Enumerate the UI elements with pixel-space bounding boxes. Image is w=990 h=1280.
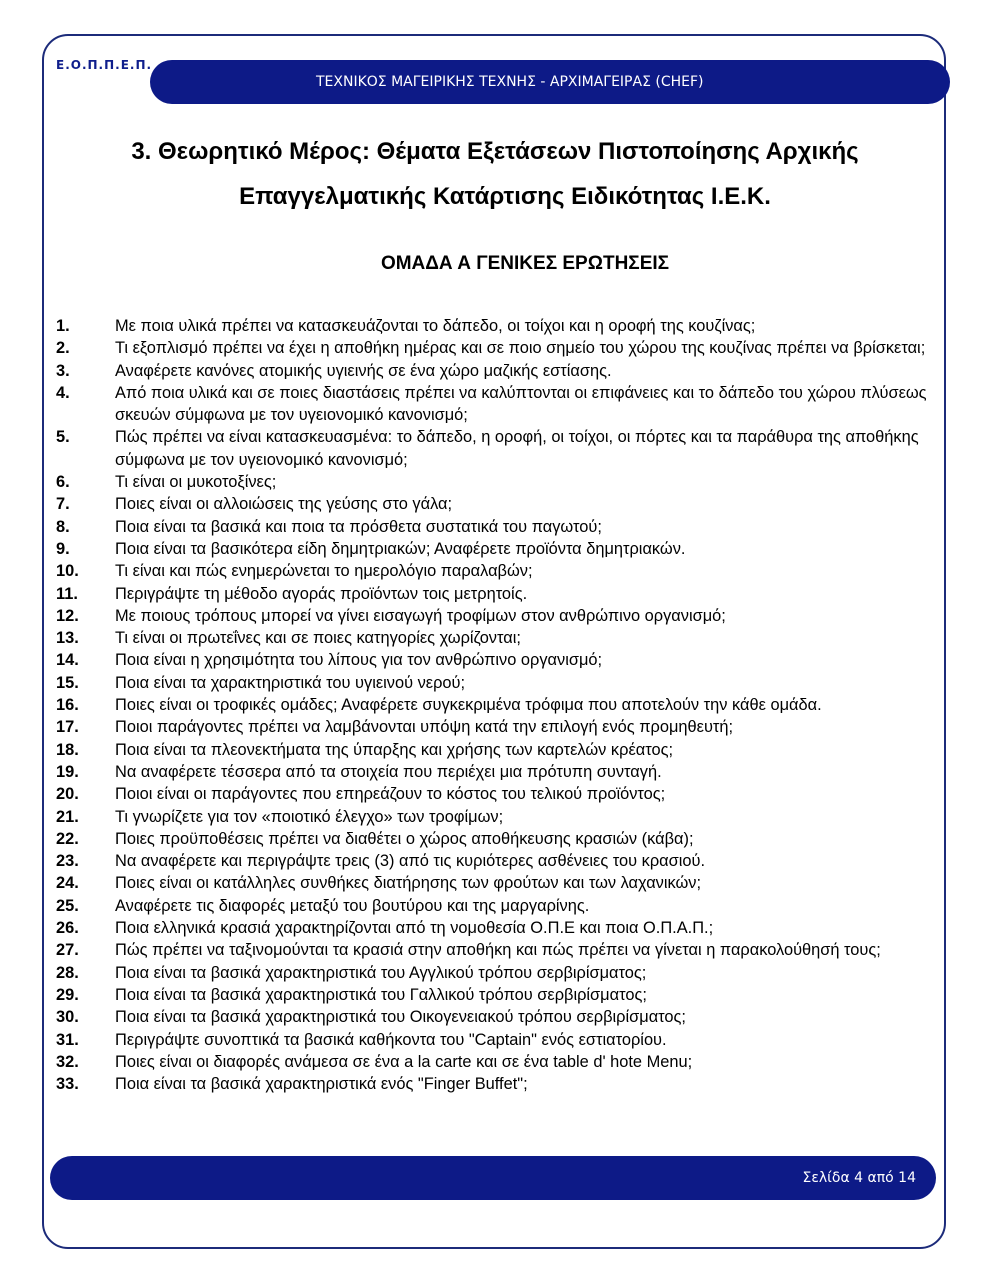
question-number: 24. [56, 874, 79, 893]
question-item [56, 605, 946, 627]
question-number: 17. [56, 718, 79, 737]
question-number: 5. [56, 428, 70, 447]
question-text: Τι είναι οι μυκοτοξίνες; [115, 473, 277, 492]
question-item [56, 872, 946, 894]
question-item [56, 761, 946, 783]
question-number: 19. [56, 762, 79, 781]
question-number: 11. [56, 584, 78, 603]
question-number: 28. [56, 963, 79, 982]
question-text: Ποιοι παράγοντες πρέπει να λαμβάνονται υπόψη κατά την επιλογή ενός προμηθευτή; [115, 718, 734, 737]
question-number: 32. [56, 1052, 79, 1071]
question-item [56, 337, 946, 359]
footer-bar [50, 1156, 936, 1200]
question-item [56, 426, 946, 471]
question-item [56, 583, 946, 605]
question-text: Να αναφέρετε τέσσερα από τα στοιχεία που περιέχει μια πρότυπη συνταγή. [115, 762, 662, 781]
question-text: Αναφέρετε κανόνες ατομικής υγιεινής σε ένα χώρο μαζικής εστίασης. [115, 361, 612, 380]
question-number: 8. [56, 517, 70, 536]
question-item [56, 850, 946, 872]
question-item [56, 694, 946, 716]
question-item [56, 560, 946, 582]
question-item [56, 493, 946, 515]
question-text: Ποια είναι τα πλεονεκτήματα της ύπαρξης και χρήσης των καρτελών κρέατος; [115, 740, 674, 759]
question-text: Περιγράψτε τη μέθοδο αγοράς προϊόντων τοις μετρητοίς. [115, 584, 528, 603]
question-number: 21. [56, 807, 79, 826]
question-text: Ποια ελληνικά κρασιά χαρακτηρίζονται από τη νομοθεσία Ο.Π.Ε και ποια Ο.Π.Α.Π.; [115, 919, 714, 938]
question-number: 20. [56, 785, 79, 804]
question-text: Ποιες είναι οι τροφικές ομάδες; Αναφέρετε συγκεκριμένα τρόφιμα που αποτελούν την κάθε ομάδα. [115, 696, 822, 715]
question-item [56, 538, 946, 560]
question-text: Να αναφέρετε και περιγράψτε τρεις (3) από τις κυριότερες ασθένειες του κρασιού. [115, 852, 706, 871]
question-number: 3. [56, 361, 70, 380]
question-text: Ποιοι είναι οι παράγοντες που επηρεάζουν το κόστος του τελικού προϊόντος; [115, 785, 666, 804]
question-text: Ποια είναι τα βασικά χαρακτηριστικά του Οικογενειακού τρόπου σερβιρίσματος; [115, 1008, 686, 1027]
question-number: 31. [56, 1030, 79, 1049]
question-item [56, 516, 946, 538]
question-item [56, 360, 946, 382]
question-number: 9. [56, 539, 70, 558]
question-number: 33. [56, 1075, 79, 1094]
question-item [56, 739, 946, 761]
question-item [56, 1051, 946, 1073]
question-text: Ποια είναι η χρησιμότητα του λίπους για τον ανθρώπινο οργανισμό; [115, 651, 603, 670]
question-number: 14. [56, 651, 79, 670]
question-text: Τι εξοπλισμό πρέπει να έχει η αποθήκη ημέρας και σε ποιο σημείο του χώρου της κουζίνας πρέπει να βρίσκεται; [115, 339, 926, 358]
question-item [56, 1073, 946, 1095]
question-item [56, 1029, 946, 1051]
question-text: Ποιες είναι οι κατάλληλες συνθήκες διατήρησης των φρούτων και των λαχανικών; [115, 874, 702, 893]
question-number: 29. [56, 985, 79, 1004]
question-text: Τι είναι οι πρωτεΐνες και σε ποιες κατηγορίες χωρίζονται; [115, 629, 521, 648]
question-text: Ποιες είναι οι διαφορές ανάμεσα σε ένα a la carte και σε ένα table d' hote Menu; [115, 1052, 693, 1071]
header-bar [150, 60, 950, 104]
question-item [56, 962, 946, 984]
question-number: 2. [56, 339, 70, 358]
question-text: Πώς πρέπει να ταξινομούνται τα κρασιά στην αποθήκη και πώς πρέπει να γίνεται η παρακολούθησή τους; [115, 941, 881, 960]
question-item [56, 649, 946, 671]
question-item [56, 627, 946, 649]
section-heading: ΟΜΑΔΑ Α ΓΕΝΙΚΕΣ ΕΡΩΤΗΣΕΙΣ [380, 253, 670, 274]
question-text: Ποια είναι τα βασικά χαρακτηριστικά του Γαλλικού τρόπου σερβιρίσματος; [115, 985, 647, 1004]
page-number: Σελίδα 4 από 14 [802, 1170, 916, 1186]
question-text: Περιγράψτε συνοπτικά τα βασικά καθήκοντα του "Captain" ενός εστιατορίου. [115, 1030, 667, 1049]
question-item [56, 939, 946, 961]
question-text: Με ποια υλικά πρέπει να κατασκευάζονται το δάπεδο, οι τοίχοι και η οροφή της κουζίνας; [115, 317, 756, 335]
question-number: 7. [56, 495, 70, 514]
question-number: 25. [56, 896, 79, 915]
question-number: 16. [56, 696, 79, 715]
question-number: 27. [56, 941, 79, 960]
question-number: 18. [56, 740, 79, 759]
question-item [56, 828, 946, 850]
question-text: Πώς πρέπει να είναι κατασκευασμένα: το δάπεδο, η οροφή, οι τοίχοι, οι πόρτες και τα παράθυρα της αποθήκης σύμφωνα με τον υγειονομικό κανονισμό; [115, 428, 919, 469]
question-text: Τι είναι και πώς ενημερώνεται το ημερολόγιο παραλαβών; [115, 562, 533, 581]
question-item [56, 895, 946, 917]
question-number: 22. [56, 829, 79, 848]
question-item [56, 315, 946, 337]
header-title: ΤΕΧΝΙΚΟΣ ΜΑΓΕΙΡΙΚΗΣ ΤΕΧΝΗΣ - ΑΡΧΙΜΑΓΕΙΡΑΣ (CHEF) [316, 74, 704, 90]
document-title-line2: Επαγγελματικής Κατάρτισης Ειδικότητας Ι.Ε.Κ. [239, 183, 771, 210]
question-item [56, 917, 946, 939]
org-acronym: Ε.Ο.Π.Π.Ε.Π. [56, 58, 153, 72]
question-text: Ποιες προϋποθέσεις πρέπει να διαθέτει ο χώρος αποθήκευσης κρασιών (κάβα); [115, 829, 694, 848]
question-text: Από ποια υλικά και σε ποιες διαστάσεις πρέπει να καλύπτονται οι επιφάνειες και το δάπεδο του χώρου πλύσεως σκευών σύμφωνα με τον υγειονομικό κανονισμό; [115, 383, 927, 425]
question-number: 12. [56, 606, 79, 625]
question-item [56, 984, 946, 1006]
question-text: Ποια είναι τα βασικά και ποια τα πρόσθετα συστατικά του παγωτού; [115, 517, 602, 536]
question-number: 6. [56, 473, 70, 492]
question-text: Ποια είναι τα βασικότερα είδη δημητριακών; Αναφέρετε προϊόντα δημητριακών. [115, 539, 686, 558]
question-number: 26. [56, 919, 79, 938]
question-text: Με ποιους τρόπους μπορεί να γίνει εισαγωγή τροφίμων στον ανθρώπινο οργανισμό; [115, 606, 726, 625]
question-text: Αναφέρετε τις διαφορές μεταξύ του βουτύρου και της μαργαρίνης. [115, 896, 590, 915]
question-item [56, 672, 946, 694]
question-number: 1. [56, 317, 70, 335]
question-number: 30. [56, 1008, 79, 1027]
question-text: Ποια είναι τα βασικά χαρακτηριστικά του Αγγλικού τρόπου σερβιρίσματος; [115, 963, 647, 982]
question-number: 15. [56, 673, 79, 692]
question-item [56, 382, 946, 427]
question-text: Ποια είναι τα χαρακτηριστικά του υγιεινού νερού; [115, 673, 466, 692]
document-title-line1: 3. Θεωρητικό Μέρος: Θέματα Εξετάσεων Πιστοποίησης Αρχικής [131, 138, 859, 165]
question-number: 4. [56, 383, 70, 402]
question-item [56, 806, 946, 828]
question-number: 10. [56, 562, 79, 581]
question-item [56, 783, 946, 805]
question-item [56, 471, 946, 493]
question-text: Ποιες είναι οι αλλοιώσεις της γεύσης στο γάλα; [115, 495, 453, 514]
question-item [56, 1006, 946, 1028]
question-number: 13. [56, 629, 79, 648]
question-number: 23. [56, 852, 79, 871]
question-item [56, 716, 946, 738]
question-text: Τι γνωρίζετε για τον «ποιοτικό έλεγχο» των τροφίμων; [115, 807, 504, 826]
question-list [56, 315, 946, 1095]
question-text: Ποια είναι τα βασικά χαρακτηριστικά ενός "Finger Buffet"; [115, 1075, 528, 1094]
